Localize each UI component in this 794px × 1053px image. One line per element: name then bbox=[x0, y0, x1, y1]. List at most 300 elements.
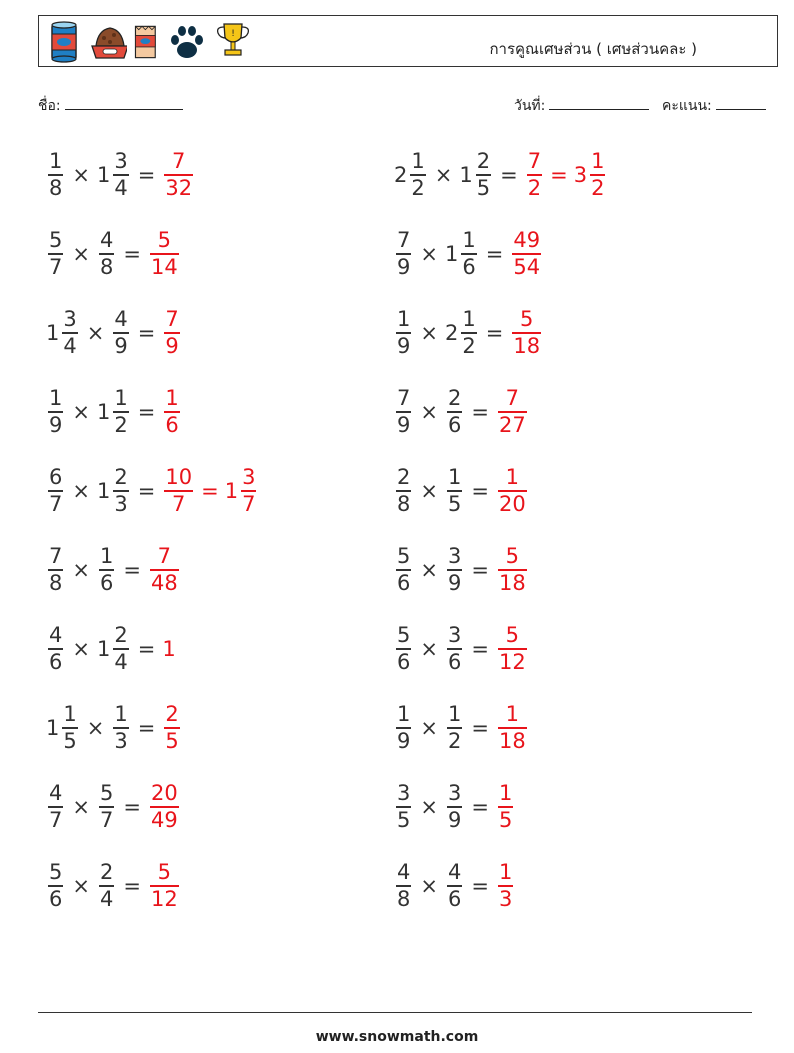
operand-b-fraction bbox=[113, 307, 128, 359]
operand-b-numerator: 2 bbox=[99, 860, 114, 885]
problem-row bbox=[46, 776, 181, 838]
operand-a-fraction bbox=[62, 702, 77, 754]
operand-a-numerator: 5 bbox=[397, 623, 411, 648]
times-sign: × bbox=[420, 479, 438, 503]
operand-a-number bbox=[46, 781, 65, 833]
problem-row bbox=[46, 381, 182, 443]
operand-b-denominator: 9 bbox=[447, 570, 462, 595]
operand-a-number bbox=[394, 386, 413, 438]
answer-value-denominator: 5 bbox=[498, 807, 513, 832]
answer-value-fraction bbox=[164, 702, 179, 754]
operand-b-numerator: 2 bbox=[114, 623, 128, 648]
answer-value-number bbox=[162, 386, 181, 438]
operand-a-fraction bbox=[396, 307, 411, 359]
operand-b-denominator: 7 bbox=[99, 807, 114, 832]
can-icon bbox=[47, 20, 81, 64]
operand-a-number bbox=[46, 465, 65, 517]
answer-value-denominator: 7 bbox=[172, 491, 186, 516]
answer-value-numerator: 1 bbox=[165, 386, 179, 411]
answer-value-number bbox=[162, 465, 195, 517]
equals-sign: = bbox=[471, 716, 489, 740]
operand-a-number bbox=[46, 386, 65, 438]
answer-value-fraction bbox=[498, 702, 527, 754]
operand-b-whole: 1 bbox=[96, 400, 111, 424]
operand-b-denominator: 4 bbox=[114, 649, 128, 674]
times-sign: × bbox=[420, 874, 438, 898]
operand-b-number bbox=[97, 149, 131, 201]
operand-a-number bbox=[46, 307, 80, 359]
operand-b-denominator: 3 bbox=[114, 491, 128, 516]
operand-b-denominator: 5 bbox=[447, 491, 462, 516]
operand-b-fraction bbox=[99, 544, 114, 596]
operand-b-fraction bbox=[447, 860, 462, 912]
operand-b-fraction bbox=[447, 623, 462, 675]
operand-a-numerator: 4 bbox=[397, 860, 411, 885]
answer-value-numerator: 10 bbox=[165, 465, 193, 490]
answer-value-fraction bbox=[150, 228, 179, 280]
operand-b-number bbox=[97, 623, 131, 675]
operand-b-fraction bbox=[99, 781, 114, 833]
times-sign: × bbox=[420, 795, 438, 819]
operand-b-denominator: 4 bbox=[99, 886, 114, 911]
answer-value-whole: 1 bbox=[224, 479, 239, 503]
times-sign: × bbox=[86, 321, 105, 345]
date-blank bbox=[549, 95, 649, 110]
answer-equals-sign: = bbox=[550, 163, 568, 187]
answer-value-denominator: 18 bbox=[513, 333, 541, 358]
answer-value-number bbox=[510, 228, 543, 280]
operand-a-numerator: 7 bbox=[397, 386, 411, 411]
operand-b-denominator: 9 bbox=[447, 807, 462, 832]
footer-divider bbox=[38, 1012, 752, 1013]
answer bbox=[496, 781, 515, 833]
answer-value-whole: 1 bbox=[162, 637, 176, 661]
operand-a-fraction bbox=[410, 149, 425, 201]
operand-a-whole: 1 bbox=[46, 321, 60, 345]
operand-a-numerator: 2 bbox=[397, 465, 411, 490]
answer-value-fraction bbox=[150, 781, 179, 833]
operand-b-fraction bbox=[113, 465, 128, 517]
operand-a-number bbox=[46, 623, 65, 675]
problem-row bbox=[394, 144, 607, 206]
answer-value-numerator: 7 bbox=[157, 544, 172, 569]
operand-b-number bbox=[97, 860, 116, 912]
operand-b-whole: 2 bbox=[444, 321, 459, 345]
equals-sign: = bbox=[137, 716, 156, 740]
operand-b-numerator: 1 bbox=[114, 702, 128, 727]
operand-b-denominator: 6 bbox=[447, 649, 462, 674]
answer-value-fraction bbox=[498, 623, 527, 675]
operand-a-denominator: 7 bbox=[49, 491, 63, 516]
answer-value-fraction bbox=[512, 307, 541, 359]
operand-b-denominator: 4 bbox=[114, 175, 128, 200]
operand-a-number bbox=[394, 702, 413, 754]
pet-food-bowl-icon bbox=[87, 20, 127, 64]
operand-a-number bbox=[46, 702, 80, 754]
operand-b-denominator: 6 bbox=[447, 412, 462, 437]
operand-a-denominator: 4 bbox=[63, 333, 77, 358]
answer-value-numerator: 5 bbox=[505, 544, 520, 569]
operand-b-fraction bbox=[461, 307, 476, 359]
operand-b-number bbox=[459, 149, 493, 201]
equals-sign: = bbox=[471, 874, 489, 898]
operand-b-numerator: 1 bbox=[99, 544, 114, 569]
equals-sign: = bbox=[137, 321, 156, 345]
problem-row bbox=[394, 381, 529, 443]
answer-value-denominator: 3 bbox=[498, 886, 513, 911]
times-sign: × bbox=[420, 558, 438, 582]
operand-a-number bbox=[394, 860, 413, 912]
times-sign: × bbox=[72, 400, 90, 424]
operand-b-numerator: 1 bbox=[462, 228, 476, 253]
answer-value-denominator: 6 bbox=[165, 412, 179, 437]
answer-value-fraction bbox=[164, 149, 193, 201]
operand-a-denominator: 5 bbox=[397, 807, 411, 832]
times-sign: × bbox=[420, 242, 438, 266]
answer bbox=[162, 465, 258, 517]
operand-a-numerator: 1 bbox=[49, 149, 63, 174]
answer-value-number bbox=[148, 228, 181, 280]
answer-value-fraction bbox=[512, 228, 541, 280]
operand-b-number bbox=[97, 386, 131, 438]
operand-a-fraction bbox=[396, 702, 411, 754]
operand-a-number bbox=[46, 544, 65, 596]
answer-value-numerator: 7 bbox=[172, 149, 186, 174]
operand-b-whole: 1 bbox=[96, 479, 111, 503]
operand-a-denominator: 9 bbox=[397, 728, 411, 753]
problem-row bbox=[394, 539, 529, 601]
times-sign: × bbox=[72, 163, 90, 187]
operand-a-number bbox=[46, 860, 65, 912]
operand-a-number bbox=[394, 307, 413, 359]
operand-b-numerator: 1 bbox=[462, 307, 476, 332]
operand-a-denominator: 5 bbox=[63, 728, 77, 753]
answer-value-fraction bbox=[164, 307, 179, 359]
problem-row bbox=[46, 697, 182, 759]
operand-b-fraction bbox=[447, 781, 462, 833]
answer-value-numerator: 5 bbox=[157, 228, 172, 253]
answer bbox=[496, 702, 529, 754]
operand-b-number bbox=[445, 860, 464, 912]
operand-b-denominator: 2 bbox=[114, 412, 128, 437]
answer-value-number bbox=[225, 465, 259, 517]
answer-value-numerator: 2 bbox=[165, 702, 179, 727]
problem-row bbox=[46, 460, 258, 522]
operand-a-denominator: 7 bbox=[49, 254, 63, 279]
answer-value-fraction bbox=[241, 465, 256, 517]
answer-value-fraction bbox=[164, 465, 193, 517]
operand-a-numerator: 1 bbox=[397, 702, 411, 727]
times-sign: × bbox=[72, 558, 90, 582]
operand-a-fraction bbox=[396, 386, 411, 438]
operand-a-fraction bbox=[48, 386, 63, 438]
answer-value-number bbox=[496, 465, 529, 517]
operand-a-number bbox=[394, 228, 413, 280]
times-sign: × bbox=[420, 321, 438, 345]
problem-row bbox=[394, 697, 529, 759]
answer bbox=[496, 623, 529, 675]
operand-a-numerator: 1 bbox=[397, 307, 411, 332]
operand-b-number bbox=[97, 544, 116, 596]
answer-value-number bbox=[496, 860, 515, 912]
operand-a-whole: 1 bbox=[46, 716, 60, 740]
operand-a-fraction bbox=[396, 544, 411, 596]
problem-row bbox=[46, 302, 182, 364]
problem-row bbox=[46, 618, 177, 680]
answer-value-numerator: 49 bbox=[513, 228, 541, 253]
operand-a-denominator: 8 bbox=[49, 570, 63, 595]
equals-sign: = bbox=[123, 558, 141, 582]
equals-sign: = bbox=[485, 321, 504, 345]
answer-value-numerator: 7 bbox=[505, 386, 520, 411]
answer-value-numerator: 1 bbox=[505, 465, 520, 490]
answer-value-denominator: 48 bbox=[150, 570, 178, 595]
operand-a-denominator: 6 bbox=[49, 886, 63, 911]
answer-value-number bbox=[148, 860, 181, 912]
operand-a-numerator: 5 bbox=[49, 860, 63, 885]
operand-b-number bbox=[445, 544, 464, 596]
times-sign: × bbox=[72, 242, 90, 266]
answer-value-numerator: 20 bbox=[150, 781, 178, 806]
operand-a-fraction bbox=[48, 544, 63, 596]
operand-a-fraction bbox=[48, 781, 63, 833]
answer-value-numerator: 7 bbox=[165, 307, 179, 332]
operand-b-numerator: 4 bbox=[447, 860, 462, 885]
operand-b-numerator: 4 bbox=[99, 228, 114, 253]
operand-a-denominator: 9 bbox=[49, 412, 63, 437]
answer-value-number bbox=[496, 702, 529, 754]
header-icons bbox=[47, 19, 253, 65]
operand-a-denominator: 6 bbox=[49, 649, 63, 674]
operand-a-denominator: 2 bbox=[411, 175, 425, 200]
problem-row bbox=[394, 618, 529, 680]
answer-value-denominator: 54 bbox=[513, 254, 541, 279]
operand-a-fraction bbox=[396, 860, 411, 912]
operand-a-number bbox=[46, 149, 65, 201]
operand-b-fraction bbox=[113, 623, 128, 675]
operand-a-numerator: 4 bbox=[49, 781, 63, 806]
times-sign: × bbox=[86, 716, 105, 740]
times-sign: × bbox=[72, 795, 90, 819]
times-sign: × bbox=[72, 637, 90, 661]
operand-b-denominator: 2 bbox=[462, 333, 476, 358]
answer-value-whole: 3 bbox=[573, 163, 588, 187]
operand-a-denominator: 7 bbox=[49, 807, 63, 832]
operand-a-number bbox=[394, 544, 413, 596]
equals-sign: = bbox=[137, 637, 156, 661]
answer-value-numerator: 1 bbox=[498, 860, 513, 885]
operand-a-denominator: 9 bbox=[397, 333, 411, 358]
operand-b-denominator: 3 bbox=[114, 728, 128, 753]
times-sign: × bbox=[72, 479, 90, 503]
equals-sign: = bbox=[137, 479, 156, 503]
operand-b-fraction bbox=[461, 228, 476, 280]
answer-equals-sign: = bbox=[201, 479, 219, 503]
answer-value-denominator: 12 bbox=[498, 649, 526, 674]
operand-a-fraction bbox=[48, 465, 63, 517]
operand-b-numerator: 5 bbox=[99, 781, 114, 806]
equals-sign: = bbox=[500, 163, 518, 187]
operand-a-fraction bbox=[396, 228, 411, 280]
equals-sign: = bbox=[485, 242, 504, 266]
times-sign: × bbox=[420, 716, 438, 740]
equals-sign: = bbox=[471, 558, 489, 582]
answer-value-number bbox=[510, 307, 543, 359]
answer bbox=[496, 860, 515, 912]
operand-b-denominator: 9 bbox=[114, 333, 128, 358]
operand-b-numerator: 1 bbox=[447, 465, 462, 490]
operand-a-number bbox=[394, 781, 413, 833]
operand-b-number bbox=[97, 781, 116, 833]
answer-value-numerator: 5 bbox=[520, 307, 534, 332]
operand-b-fraction bbox=[447, 544, 462, 596]
answer-value-number bbox=[148, 781, 181, 833]
answer-value-number bbox=[162, 702, 181, 754]
trophy-icon bbox=[213, 20, 253, 64]
problem-row bbox=[46, 223, 181, 285]
equals-sign: = bbox=[123, 795, 141, 819]
answer-value-denominator: 2 bbox=[591, 175, 605, 200]
operand-a-denominator: 9 bbox=[397, 254, 411, 279]
operand-a-numerator: 7 bbox=[49, 544, 63, 569]
paw-icon bbox=[167, 20, 207, 64]
operand-a-numerator: 1 bbox=[63, 702, 77, 727]
answer-value-number bbox=[162, 149, 195, 201]
operand-b-denominator: 2 bbox=[447, 728, 462, 753]
footer-url: www.snowmath.com bbox=[315, 1029, 479, 1045]
answer-value-numerator: 1 bbox=[505, 702, 520, 727]
answer bbox=[496, 386, 529, 438]
problem-row bbox=[46, 539, 181, 601]
operand-b-denominator: 8 bbox=[99, 254, 114, 279]
score-blank bbox=[716, 95, 766, 110]
equals-sign: = bbox=[137, 400, 156, 424]
operand-a-denominator: 8 bbox=[49, 175, 63, 200]
answer-value-number bbox=[574, 149, 608, 201]
problem-row bbox=[394, 223, 543, 285]
answer-value-fraction bbox=[498, 544, 527, 596]
operand-b-number bbox=[445, 702, 464, 754]
operand-b-numerator: 1 bbox=[447, 702, 462, 727]
answer-value-number bbox=[496, 386, 529, 438]
operand-b-numerator: 4 bbox=[114, 307, 128, 332]
answer-value-number bbox=[496, 781, 515, 833]
answer-value-numerator: 7 bbox=[527, 149, 542, 174]
problem-row bbox=[394, 776, 515, 838]
operand-b-denominator: 6 bbox=[99, 570, 114, 595]
answer-value-numerator: 1 bbox=[498, 781, 513, 806]
operand-b-whole: 1 bbox=[459, 163, 473, 187]
equals-sign: = bbox=[471, 400, 489, 424]
answer-value-denominator: 32 bbox=[165, 175, 193, 200]
answer bbox=[510, 307, 543, 359]
answer bbox=[525, 149, 608, 201]
answer bbox=[148, 860, 181, 912]
answer-value-numerator: 3 bbox=[242, 465, 256, 490]
answer-value-denominator: 18 bbox=[498, 570, 526, 595]
score-field bbox=[662, 95, 766, 117]
operand-b-number bbox=[445, 386, 464, 438]
answer-value-number bbox=[162, 307, 181, 359]
operand-a-fraction bbox=[396, 781, 411, 833]
equals-sign: = bbox=[123, 874, 141, 898]
operand-a-denominator: 8 bbox=[397, 886, 411, 911]
answer-value-fraction bbox=[164, 386, 179, 438]
answer-value-fraction bbox=[498, 386, 527, 438]
problem-row bbox=[394, 302, 543, 364]
equals-sign: = bbox=[471, 637, 489, 661]
operand-a-fraction bbox=[48, 860, 63, 912]
answer-value-number bbox=[496, 544, 529, 596]
answer bbox=[496, 465, 529, 517]
problem-row bbox=[394, 460, 529, 522]
operand-b-fraction bbox=[113, 702, 128, 754]
operand-a-numerator: 1 bbox=[411, 149, 425, 174]
operand-b-whole: 1 bbox=[96, 163, 111, 187]
answer-value-denominator: 27 bbox=[498, 412, 526, 437]
times-sign: × bbox=[434, 163, 453, 187]
answer-value-numerator: 1 bbox=[591, 149, 605, 174]
operand-a-numerator: 5 bbox=[397, 544, 411, 569]
operand-a-number bbox=[394, 623, 413, 675]
times-sign: × bbox=[420, 400, 438, 424]
operand-b-whole: 1 bbox=[96, 637, 111, 661]
operand-a-fraction bbox=[62, 307, 77, 359]
operand-a-numerator: 1 bbox=[49, 386, 63, 411]
equals-sign: = bbox=[137, 163, 156, 187]
date-label: วันที่: bbox=[514, 98, 546, 114]
operand-b-numerator: 1 bbox=[114, 386, 128, 411]
operand-a-denominator: 6 bbox=[397, 570, 411, 595]
operand-b-denominator: 6 bbox=[447, 886, 462, 911]
operand-b-numerator: 2 bbox=[114, 465, 128, 490]
answer-value-number bbox=[496, 623, 529, 675]
equals-sign: = bbox=[123, 242, 141, 266]
times-sign: × bbox=[420, 637, 438, 661]
operand-a-numerator: 7 bbox=[397, 228, 411, 253]
operand-a-fraction bbox=[48, 149, 63, 201]
operand-b-fraction bbox=[447, 386, 462, 438]
answer-value-denominator: 5 bbox=[165, 728, 179, 753]
operand-a-numerator: 3 bbox=[397, 781, 411, 806]
answer-value-denominator: 20 bbox=[498, 491, 526, 516]
operand-b-numerator: 2 bbox=[447, 386, 462, 411]
answer-value-fraction bbox=[150, 544, 179, 596]
operand-a-number bbox=[46, 228, 65, 280]
answer-value-denominator: 18 bbox=[498, 728, 526, 753]
name-field bbox=[38, 95, 183, 117]
operand-b-fraction bbox=[447, 465, 462, 517]
operand-b-fraction bbox=[447, 702, 462, 754]
answer bbox=[148, 544, 181, 596]
times-sign: × bbox=[72, 874, 90, 898]
equals-sign: = bbox=[471, 479, 489, 503]
operand-a-number bbox=[394, 149, 428, 201]
answer-value-denominator: 49 bbox=[150, 807, 178, 832]
operand-b-fraction bbox=[113, 386, 128, 438]
date-field bbox=[514, 95, 649, 117]
answer-value-denominator: 12 bbox=[150, 886, 178, 911]
operand-a-denominator: 8 bbox=[397, 491, 411, 516]
operand-b-fraction bbox=[99, 228, 114, 280]
operand-b-denominator: 5 bbox=[476, 175, 491, 200]
operand-a-fraction bbox=[48, 623, 63, 675]
equals-sign: = bbox=[471, 795, 489, 819]
answer bbox=[510, 228, 543, 280]
answer-value-fraction bbox=[498, 465, 527, 517]
answer bbox=[162, 149, 195, 201]
operand-a-numerator: 6 bbox=[49, 465, 63, 490]
